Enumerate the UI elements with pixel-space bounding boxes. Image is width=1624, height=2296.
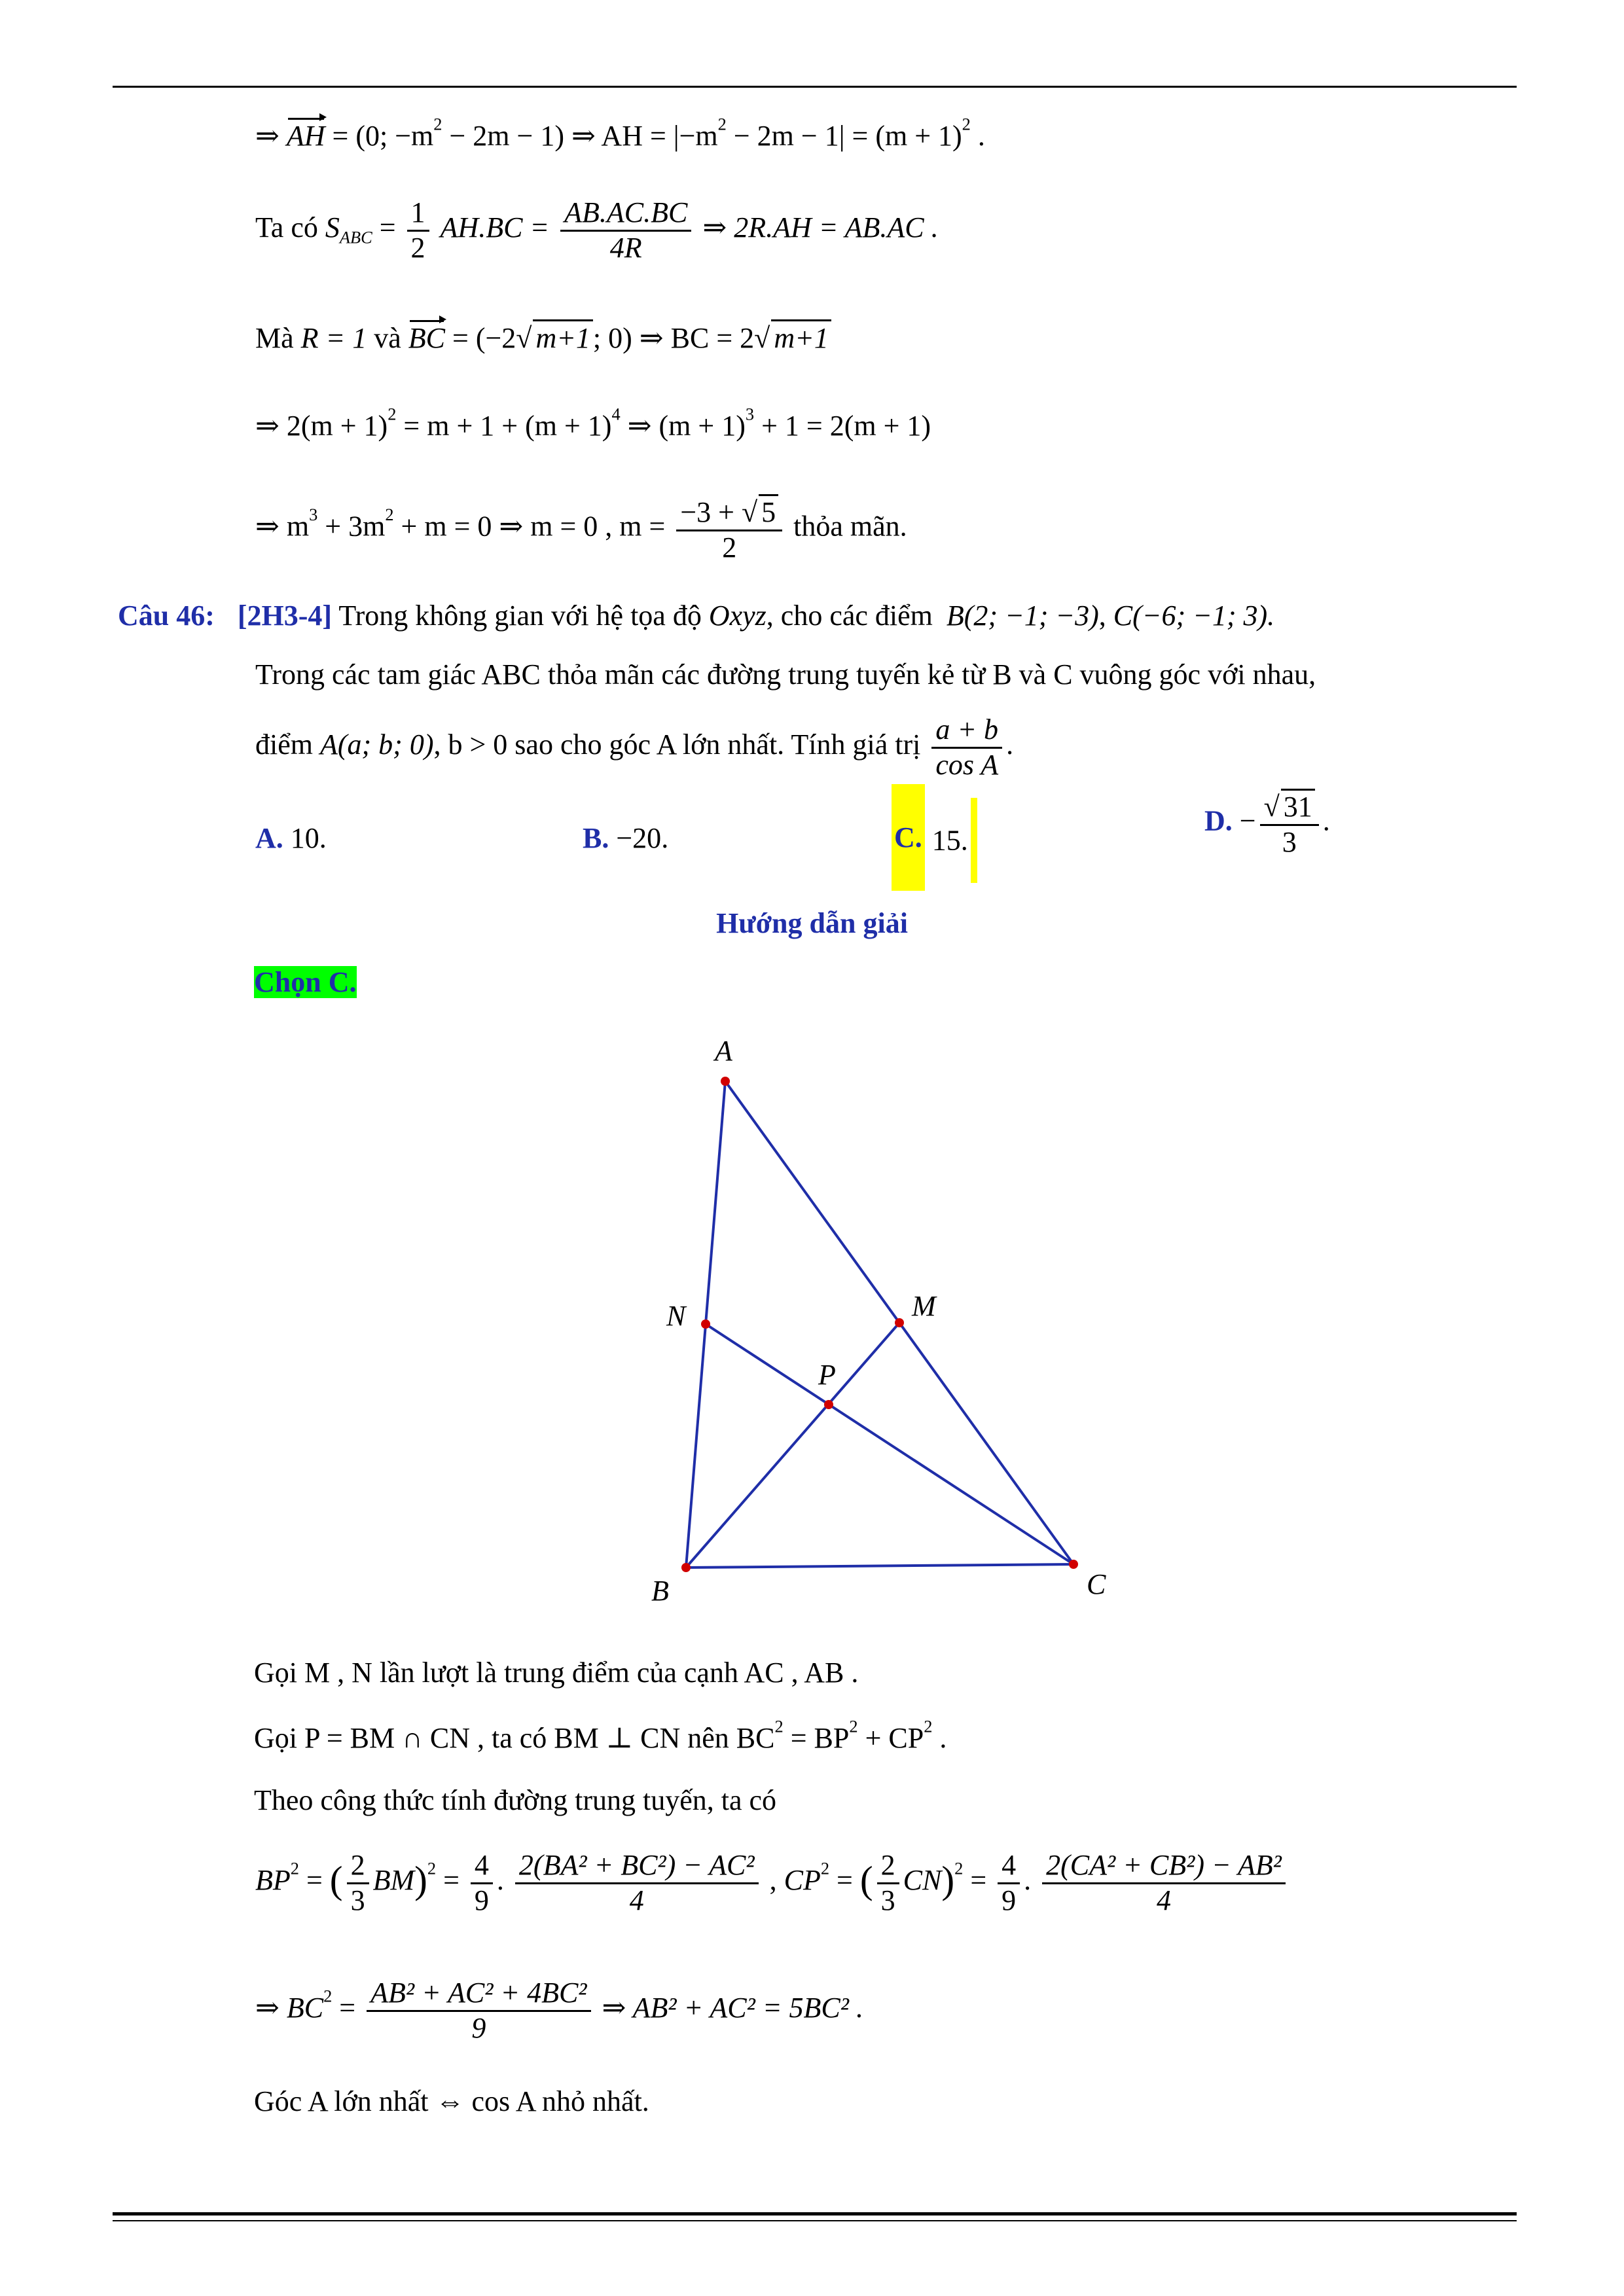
prev-line-5: ⇒ $m^3 + 3m^2 + m = 0$ ⇒ m = 0 , m = $\frac{-3 + √ 5}{2}$ thỏa mãn. [255, 494, 907, 564]
question-code: [2H3-4] [237, 600, 333, 632]
answer-d[interactable]: D. − $\frac{√ 31}{3}$ . [1204, 789, 1330, 859]
label-a: A [715, 1035, 732, 1067]
point-b [681, 1563, 691, 1572]
label-p: P [818, 1359, 836, 1391]
fraction-abacbc: $\frac{AB.AC.BC}{4R}$ [560, 196, 691, 264]
answer-b[interactable]: B. −20. [583, 822, 669, 854]
answer-a[interactable]: A. 10. [255, 822, 327, 854]
prev-line-1: ⇒ AH = (0; $-m^2 - 2m - 1$) ⇒ AH = $|-m^2 - 2m - 1| = (m + 1)^2$ . [255, 114, 985, 152]
bc-squared-formula: ⇒ $BC^2$ = $\frac{\text{AB² + AC² + 4BC²}}{9}$ ⇒ AB² + AC² = 5BC² . [255, 1977, 863, 2044]
solution-line-1: Gọi M , N lần lượt là trung điểm của cạnh AC , AB . [254, 1657, 859, 1689]
label-n: N [666, 1300, 686, 1332]
sqrt-symbol: √ [754, 322, 770, 354]
solution-line-2: Gọi P = BM ∩ CN , ta có BM ⊥ CN nên $BC^2 = BP^2 + CP^2$ . [254, 1716, 947, 1754]
question-label: Câu 46: [118, 600, 215, 632]
solution-line-3: Theo công thức tính đường trung tuyến, ta có [254, 1784, 777, 1816]
footer-rule-thin [113, 2220, 1517, 2221]
footer-rule-thick [113, 2212, 1517, 2215]
solution-line-6: Góc A lớn nhất ⇔ cos A nhỏ nhất. [254, 2085, 649, 2117]
fraction-sqrt31-over-3: $\frac{√ 31}{3}$ [1260, 789, 1319, 859]
fraction-a-plus-b-over-cos-a: $\frac{a + b}{\text{cos A}}$ [931, 713, 1002, 781]
solution-heading: Hướng dẫn giải [716, 907, 908, 939]
point-n [701, 1319, 710, 1329]
vector-bc: BC [408, 322, 445, 354]
answer-c[interactable]: C. 15. [892, 784, 977, 891]
chosen-answer: Chọn C. [254, 966, 357, 998]
question-46-line-2: Trong các tam giác ABC thỏa mãn các đường trung tuyến kẻ từ B và C vuông góc với nhau, [255, 658, 1316, 691]
label-b: B [651, 1575, 669, 1607]
label-c: C [1087, 1568, 1106, 1600]
question-46-line-3: điểm A(a; b; 0), b > 0 sao cho góc A lớn nhất. Tính giá trị $\frac{a + b}{\text{cos A}}$ . [255, 713, 1014, 781]
prev-line-2: Ta có $S_{ABC}$ = $\frac{1}{2}$ AH.BC = $\frac{AB.AC.BC}{4R}$ ⇒ 2R.AH = AB.AC . [255, 196, 939, 264]
fraction-one-half: $\frac{1}{2}$ [407, 196, 429, 264]
prev-line-3: Mà R = 1 và BC = (−2√ m+1; 0) ⇒ BC = 2√ m+1 [255, 319, 831, 355]
point-m [895, 1318, 904, 1327]
point-c [1069, 1560, 1078, 1569]
vector-ah: AH [286, 120, 325, 152]
median-bm [686, 1323, 899, 1568]
side-bc [686, 1564, 1074, 1568]
question-46-line-1: Câu 46: [2H3-4] Trong không gian với hệ tọa độ Oxyz, cho các điểm B(2; −1; −3), C(−6; −1; 3). [118, 600, 1275, 632]
median-cn [706, 1324, 1074, 1564]
point-a [721, 1077, 730, 1086]
sqrt-symbol: √ [516, 322, 532, 354]
median-formula: $BP^2$ = ( $\frac{2}{3}$ BM)$^2$ = $\frac{4}{9}$ . $\frac{\text{2(BA² + BC²) − AC²}}{4}$ , $CP^2$ = ( $\frac{2}{3}$ CN)$^2$ = $\frac{4}{9}$ . $\frac{\text{2(CA² + CB²) − AB²}}{4}$ [255, 1849, 1290, 1917]
prev-line-4: ⇒ $2(m + 1)^2 = m + 1 + (m + 1)^4$ ⇒ $(m + 1)^3 + 1 = 2(m + 1)$ [255, 404, 931, 442]
label-m: M [912, 1290, 936, 1322]
fraction-root: $\frac{-3 + √ 5}{2}$ [676, 494, 782, 564]
point-p [824, 1400, 833, 1409]
